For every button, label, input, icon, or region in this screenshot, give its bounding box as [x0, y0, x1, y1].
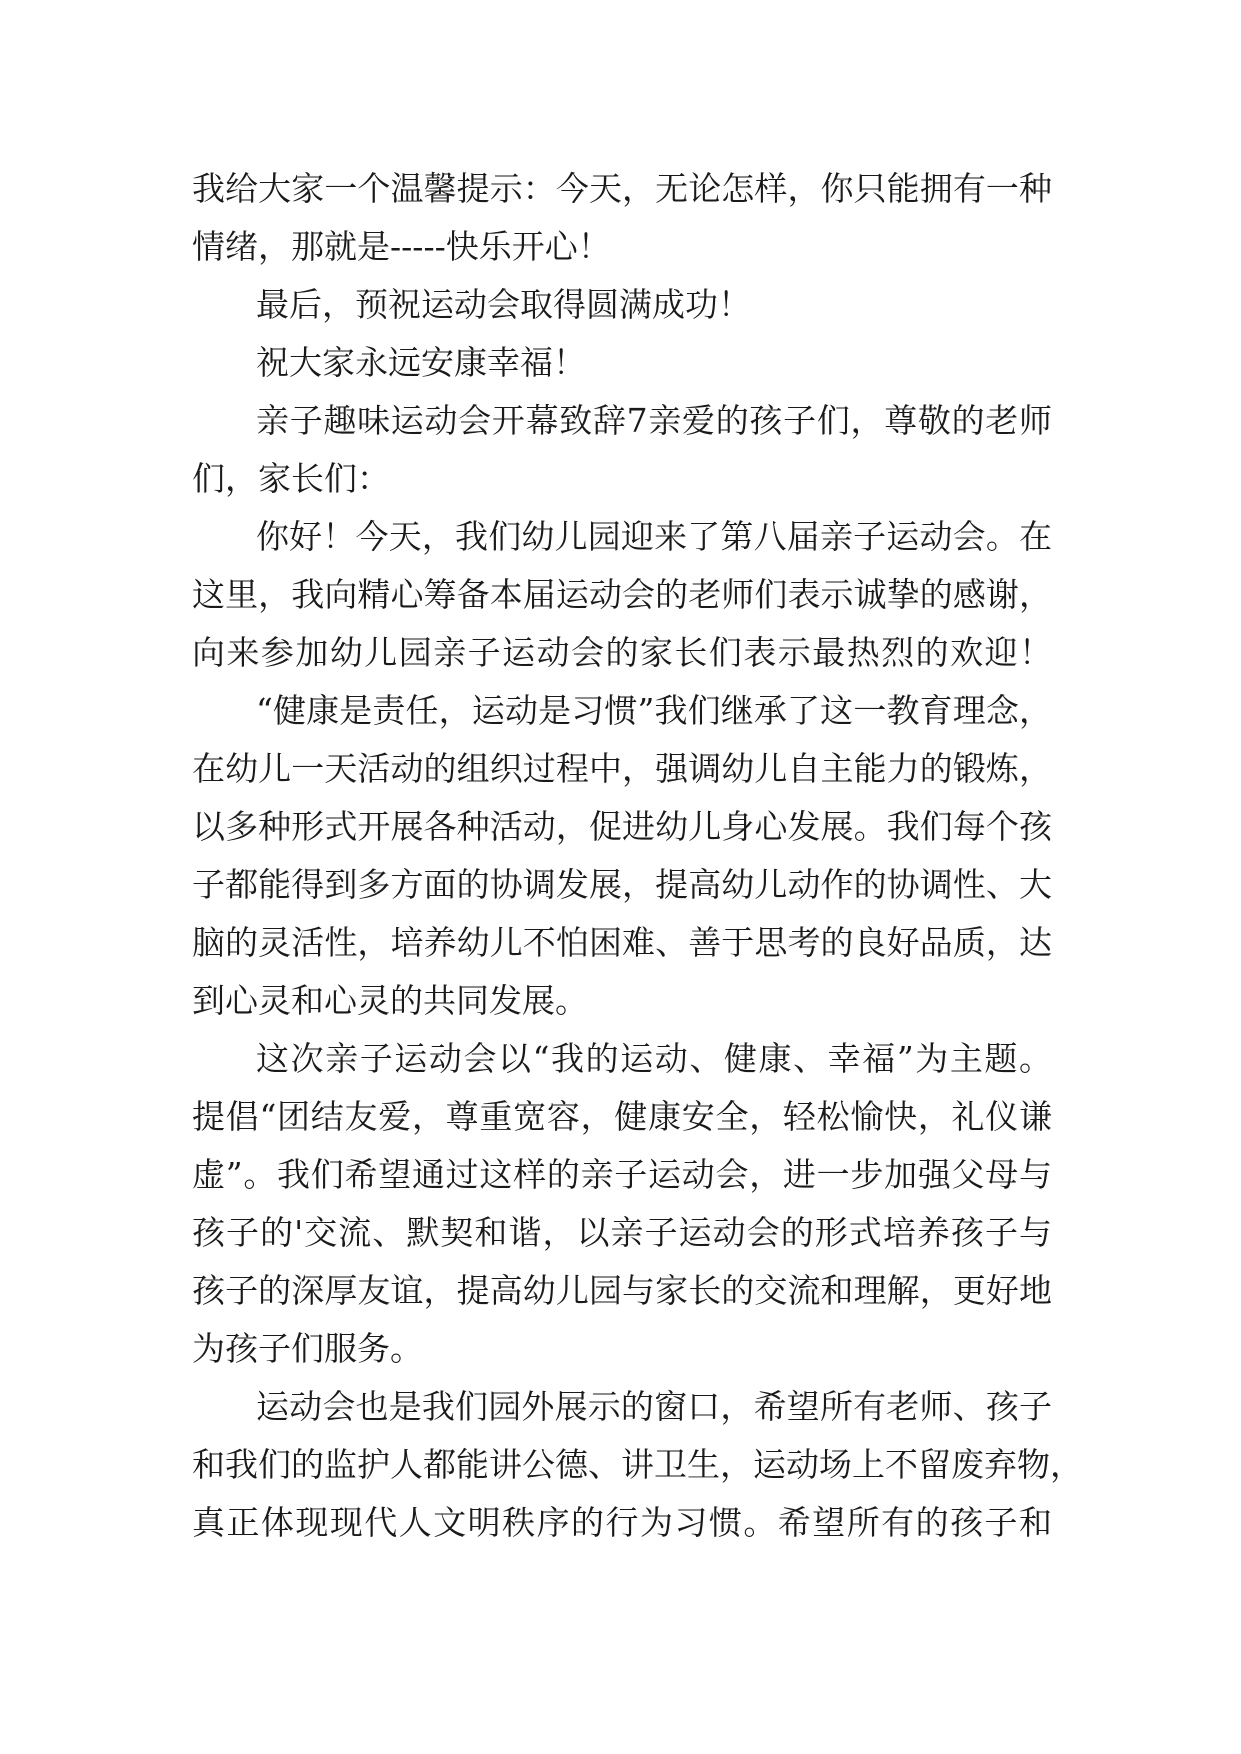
text-line: “健康是责任，运动是习惯”我们继承了这一教育理念，: [256, 691, 1052, 730]
text-line: 提倡“团结友爱，尊重宽容，健康安全，轻松愉快，礼仪谦: [192, 1097, 1052, 1136]
text-line: 向来参加幼儿园亲子运动会的家长们表示最热烈的欢迎！: [192, 633, 1052, 672]
text-line: 情绪，那就是-----快乐开心！: [192, 227, 611, 266]
text-line: 以多种形式开展各种活动，促进幼儿身心发展。我们每个孩: [192, 807, 1052, 846]
text-line: 们，家长们：: [192, 459, 390, 498]
text-line: 在幼儿一天活动的组织过程中，强调幼儿自主能力的锻炼，: [192, 749, 1052, 788]
text-line: 祝大家永远安康幸福！: [256, 343, 586, 382]
text-line: 虚”。我们希望通过这样的亲子运动会，进一步加强父母与: [192, 1155, 1052, 1194]
text-line: 脑的灵活性，培养幼儿不怕困难、善于思考的良好品质，达: [192, 923, 1052, 962]
text-line: 和我们的监护人都能讲公德、讲卫生，运动场上不留废弃物，: [192, 1445, 1083, 1484]
text-line: 运动会也是我们园外展示的窗口，希望所有老师、孩子: [256, 1387, 1052, 1426]
text-line: 子都能得到多方面的协调发展，提高幼儿动作的协调性、大: [192, 865, 1052, 904]
body-text: [192, 160, 1083, 1552]
text-line: 孩子的'交流、默契和谐，以亲子运动会的形式培养孩子与: [192, 1213, 1052, 1252]
text-line: 这次亲子运动会以“我的运动、健康、幸福”为主题。: [256, 1039, 1052, 1078]
text-line: 到心灵和心灵的共同发展。: [192, 981, 588, 1020]
text-line: 我给大家一个温馨提示：今天，无论怎样，你只能拥有一种: [192, 169, 1052, 208]
text-line: 你好！今天，我们幼儿园迎来了第八届亲子运动会。在: [256, 517, 1052, 556]
text-line: 这里，我向精心筹备本届运动会的老师们表示诚挚的感谢，: [192, 575, 1052, 614]
text-line: 最后，预祝运动会取得圆满成功！: [256, 285, 751, 324]
text-line: 孩子的深厚友谊，提高幼儿园与家长的交流和理解，更好地: [192, 1271, 1052, 1310]
text-line: 真正体现现代人文明秩序的行为习惯。希望所有的孩子和: [192, 1503, 1052, 1542]
text-line: 为孩子们服务。: [192, 1329, 423, 1368]
text-line: 亲子趣味运动会开幕致辞7亲爱的孩子们，尊敬的老师: [256, 401, 1052, 440]
